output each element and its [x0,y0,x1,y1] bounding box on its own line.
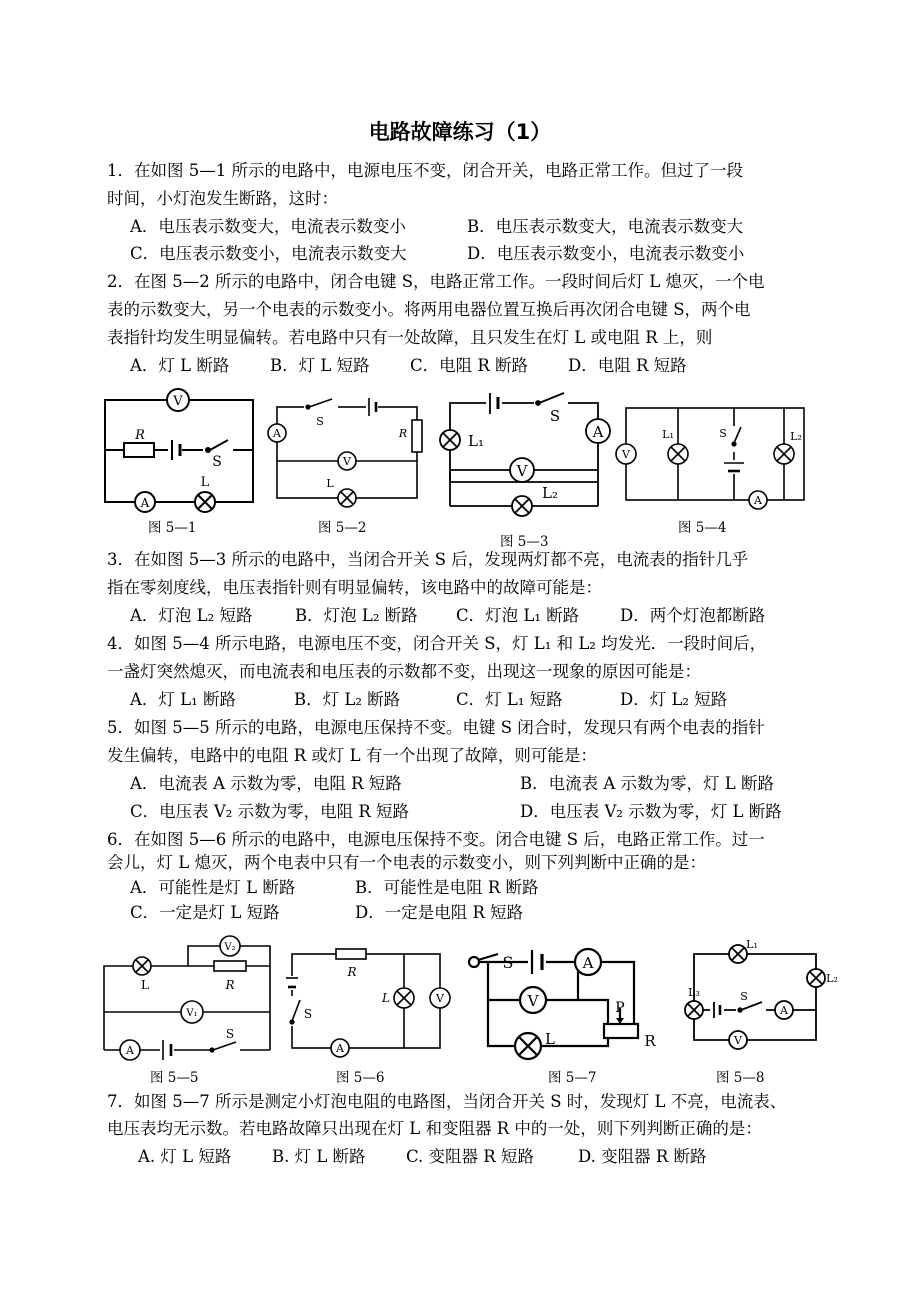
caption-5-1: 图 5—1 [148,520,197,536]
q5-option-b: B．电流表 A 示数为零，灯 L 断路 [520,774,774,793]
q1-option-a: A．电压表示数变大，电流表示数变小 [130,217,406,236]
q1-text-b: 时间，小灯泡发生断路，这时： [107,189,338,208]
resistor-label: R [398,427,408,440]
q3-text-b: 指在零刻度线，电压表指针则有明显偏转，该电路中的故障可能是： [107,578,602,597]
figure-5-7 [458,938,666,1068]
switch-label: S [303,1007,313,1021]
lamp1-label: L₁ [468,432,484,450]
voltmeter1-label: V₁ [186,1008,198,1019]
resistor-label: R [347,965,357,979]
q6-text-a: 6．在如图 5—6 所示的电路中，电源电压保持不变。闭合电键 S 后，电路正常工作。过一 [107,830,765,849]
slider-label: P [615,1000,625,1016]
q7-option-b: B. 灯 L 断路 [272,1147,366,1166]
lamp-label: L [545,1030,555,1048]
q4-text-a: 4．如图 5—4 所示电路，电源电压不变，闭合开关 S，灯 L₁ 和 L₂ 均发光．一段时间后， [107,634,767,653]
q5-text-b: 发生偏转，电路中的电阻 R 或灯 L 有一个出现了故障，则可能是： [107,746,597,765]
q6-option-d: D．一定是电阻 R 短路 [355,903,524,922]
switch-label: S [212,454,222,470]
rheostat-symbol [604,1024,638,1038]
q4-option-b: B．灯 L₂ 断路 [294,690,401,709]
lamp-label: L [326,477,334,490]
switch-pivot [469,957,479,967]
q2-option-b: B．灯 L 短路 [270,356,370,375]
q7-option-c: C. 变阻器 R 短路 [406,1147,534,1166]
ammeter-label: A [126,1044,134,1057]
ammeter-label: A [336,1042,344,1055]
q7-text-a: 7．如图 5—7 所示是测定小灯泡电阻的电路图，当闭合开关 S 时，发现灯 L 不亮，电流表、 [107,1092,787,1111]
resistor-symbol [412,420,422,452]
ammeter-label: A [140,496,150,510]
q7-option-a: A. 灯 L 短路 [138,1147,232,1166]
q3-text-a: 3．在如图 5—3 所示的电路中，当闭合开关 S 后，发现两灯都不亮，电流表的指针几乎 [107,550,749,569]
resistor-symbol [124,443,154,457]
lamp3-label: L₃ [688,986,700,999]
lamp-label: L [141,978,149,992]
resistor-symbol [214,961,246,971]
resistor-symbol [336,949,366,959]
q2-option-d: D．电阻 R 短路 [568,356,687,375]
q2-text-c: 表指针均发生明显偏转。若电路中只有一处故障，且只发生在灯 L 或电阻 R 上，则 [107,328,713,347]
voltmeter-label: V [173,394,183,409]
voltmeter-label: V [527,992,539,1010]
q4-option-d: D．灯 L₂ 短路 [620,690,728,709]
switch-label: S [316,415,324,428]
q2-option-c: C．电阻 R 断路 [410,356,529,375]
lamp1-label: L₁ [662,428,674,441]
switch-label: S [740,990,748,1003]
q1-text-a: 1．在如图 5—1 所示的电路中，电源电压不变，闭合开关，电路正常工作。但过了一段 [107,161,743,180]
lamp2-label: L₂ [542,484,558,502]
lamp1-label: L₁ [746,938,758,951]
resistor-label: R [225,978,235,992]
q6-text-b: 会儿，灯 L 熄灭，两个电表中只有一个电表的示数变小，则下列判断中正确的是： [107,853,706,872]
q3-option-a: A．灯泡 L₂ 短路 [130,606,253,625]
caption-5-3: 图 5—3 [500,534,549,550]
figure-5-4 [612,402,812,514]
q3-option-c: C．灯泡 L₁ 断路 [456,606,580,625]
q3-option-b: B．灯泡 L₂ 断路 [295,606,418,625]
q1-option-d: D．电压表示数变小，电流表示数变小 [467,244,745,263]
q6-option-a: A．可能性是灯 L 断路 [130,878,296,897]
q2-text-a: 2．在图 5—2 所示的电路中，闭合电键 S，电路正常工作。一段时间后灯 L 熄灭，一个电 [107,272,765,291]
lamp-label: L [200,475,210,490]
caption-5-6: 图 5—6 [336,1070,385,1086]
switch-label: S [225,1027,235,1041]
ammeter-label: A [273,427,281,440]
switch-label: S [502,953,514,972]
ammeter-label: A [582,954,594,972]
q5-option-c: C．电压表 V₂ 示数为零，电阻 R 短路 [130,802,410,821]
q4-option-c: C．灯 L₁ 短路 [456,690,563,709]
q4-option-a: A．灯 L₁ 断路 [130,690,236,709]
voltmeter-label: V [436,992,444,1005]
ammeter-label: A [780,1004,788,1017]
caption-5-8: 图 5—8 [716,1070,765,1086]
figure-5-3 [438,388,616,518]
q6-option-b: B．可能性是电阻 R 断路 [355,878,539,897]
voltmeter-label: V [734,1034,742,1047]
voltmeter2-label: V₂ [224,942,236,953]
lamp-label: L [382,991,390,1005]
caption-5-5: 图 5—5 [150,1070,199,1086]
figure-5-8 [666,938,846,1058]
ammeter-label: A [754,494,762,507]
page-title: 电路故障练习（1） [368,120,552,144]
figure-5-6 [282,940,457,1065]
voltmeter-label: V [622,448,630,461]
q4-text-b: 一盏灯突然熄灭，而电流表和电压表的示数都不变，出现这一现象的原因可能是： [107,662,701,681]
q1-option-b: B．电压表示数变大，电流表示数变大 [467,217,744,236]
caption-5-2: 图 5—2 [318,520,367,536]
voltmeter-label: V [516,462,528,480]
q2-option-a: A．灯 L 断路 [130,356,230,375]
switch-label: S [719,427,727,440]
caption-5-4: 图 5—4 [678,520,727,536]
ammeter-label: A [592,423,604,441]
q7-text-b: 电压表均无示数。若电路故障只出现在灯 L 和变阻器 R 中的一处，则下列判断正确的是： [107,1119,762,1138]
rheostat-label: R [644,1032,656,1050]
switch-label: S [549,407,561,425]
resistor-label: R [135,428,145,443]
q5-option-a: A．电流表 A 示数为零，电阻 R 短路 [130,774,402,793]
q5-text-a: 5．如图 5—5 所示的电路，电源电压保持不变。电键 S 闭合时，发现只有两个电表的指针 [107,718,765,737]
voltmeter-label: V [343,455,351,468]
q7-option-d: D. 变阻器 R 断路 [578,1147,707,1166]
q2-text-b: 表的示数变大，另一个电表的示数变小。将两用电器位置互换后再次闭合电键 S，两个电 [107,300,751,319]
q5-option-d: D．电压表 V₂ 示数为零，灯 L 断路 [520,802,782,821]
figure-5-1 [100,388,260,513]
lamp2-label: L₂ [826,972,838,985]
figure-5-2 [262,392,432,512]
q3-option-d: D．两个灯泡都断路 [620,606,766,625]
caption-5-7: 图 5—7 [548,1070,597,1086]
figure-5-5 [100,934,280,1066]
lamp2-label: L₂ [790,430,802,443]
q6-option-c: C．一定是灯 L 短路 [130,903,280,922]
q1-option-c: C．电压表示数变小，电流表示数变大 [130,244,407,263]
